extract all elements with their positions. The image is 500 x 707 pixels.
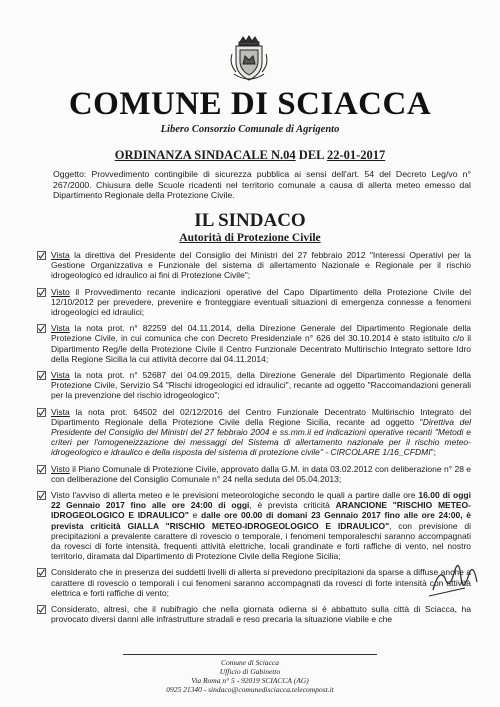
preamble-text: e — [188, 510, 202, 521]
coat-of-arms-icon — [226, 34, 272, 84]
handwritten-signature-icon — [425, 548, 485, 608]
preamble-text: Considerato che in presenza dei suddetti livelli di allerta si prevedono precipitazioni da sparse a diffuse anche a carattere di rovescio o temporali i cui fenomeni saranno accompagnati da rovesci di forte intensità con attività elettrica e forti raffiche di vento; — [51, 567, 471, 598]
checkbox-bullet-icon — [37, 464, 51, 474]
footer-department: Ufficio di Gabinetto — [219, 667, 281, 676]
preamble-italic-text: Direttiva del Presidente del Consiglio dei Ministri del 27 febbraio 2004 e ss.mm.ii ed indicazioni operative recanti "Metodi e criteri per l'omogeneizzazione dei messaggi del Sistema di allertamento nazionale per il rischio meteo-idrogeologico e idraulico e della risposta del sistema di protezione civile" - CIRCOLARE 1/16_CFDMI — [51, 416, 471, 458]
preamble-bold-text: ARANCIONE "RISCHIO METEO-IDROGEOLOGICO E IDRAULICO" — [51, 500, 472, 521]
checkbox-bullet-icon — [37, 407, 51, 417]
checkbox-bullet-icon — [37, 250, 51, 260]
footer-divider — [123, 654, 377, 655]
footer-contact: 0925 21340 - sindaco@comunedisciacca.telecompost.it — [166, 685, 334, 694]
preamble-item — [37, 250, 471, 281]
preamble-item — [37, 604, 471, 624]
preamble-text: la nota prot. n° 52687 del 04.09.2015, della Direzione Generale del Dipartimento Regionale della Protezione Civile, Servizio S4 "Rischi idrogeologici ed idraulici", recante ad oggetto "Raccomandazioni generali per la prevenzione del rischio idrogeologico"; — [51, 370, 471, 401]
preamble-list — [37, 250, 471, 631]
preamble-text: la direttiva del Presidente del Consiglio dei Ministri del 27 febbraio 2012 "Interessi Operativi per la Gestione Organizzativa e Funzionale del sistema di allertamento Nazionale e Regionale per il rischio idrogeologico ed idraulico ai fini di Protezione Civile"; — [51, 250, 471, 281]
mayor-title: IL SINDACO — [194, 210, 306, 231]
preamble-item — [37, 464, 471, 484]
preamble-item — [37, 490, 471, 561]
preamble-text: , è prevista criticità — [249, 500, 336, 511]
preamble-lead: Vista — [51, 323, 70, 334]
preamble-text: il Provvedimento recante indicazioni operative del Capo Dipartimento della Protezione Civile del 12/10/2012 per prevedere, prevenire e fronteggiare eventuali situazioni di emergenza connesse a fenomeni idrogeologici ed idraulici; — [51, 286, 471, 318]
preamble-text: la nota prot. 64502 del 02/12/2016 del Centro Funzionale Decentrato Multirischio Integrato del Dipartimento Regionale della Protezione Civile della Regione Sicilia, recante ad oggetto " — [51, 406, 471, 427]
municipality-title: COMUNE DI SCIACCA — [68, 86, 432, 122]
preamble-text: Considerato, altresì, che il nubifragio che nella giornata odierna si è abbattuto sulla città di Sciacca, ha provocato diversi danni alle infrastrutture stradali e reso precaria la situazione viabile e che — [51, 604, 471, 625]
ordinance-date: 22-01-2017 — [326, 148, 386, 162]
preamble-item — [37, 567, 471, 598]
preamble-lead: Vista — [51, 370, 70, 381]
preamble-lead: Vista — [51, 406, 70, 417]
preamble-lead: Vista — [51, 250, 70, 260]
municipality-subtitle: Libero Consorzio Comunale di Agrigento — [160, 124, 340, 135]
preamble-text: , con previsione di precipitazioni a prevalente carattere di rovescio o temporale, i fenomeni temporaleschi saranno accompagnati da rovesci di forte intensità, frequenti attività elettriche, locali grandinate e forti raffiche di vento, nel nostro territorio, diramata dal Dipartimento di Protezione Civile della Regione Sicilia; — [51, 520, 471, 562]
checkbox-bullet-icon — [37, 370, 51, 380]
checkbox-bullet-icon — [37, 287, 51, 297]
preamble-item — [37, 287, 471, 318]
subject-paragraph: Oggetto: Provvedimento contingibile di sicurezza pubblica ai sensi dell'art. 54 del Decreto Leg/vo n° 267/2000. Chiusura delle Scuole ricadenti nel territorio comunale a causa di allerta meteo emesso dal Dipartimento Regionale della Protezione Civile. — [53, 169, 471, 201]
mayor-authority: Autorità di Protezione Civile — [179, 232, 321, 244]
footer — [0, 658, 500, 694]
footer-office: Comune di Sciacca — [221, 658, 279, 667]
checkbox-bullet-icon — [37, 567, 51, 577]
preamble-item — [37, 323, 471, 364]
preamble-bold-text: dalle ore 00.00 di domani 23 Gennaio 2017 fino alle ore 24:00, è prevista criticità GIALLA "RISCHIO METEO-IDROGEOLOGICO E IDRAULICO" — [51, 510, 472, 531]
preamble-lead: Visto — [51, 463, 70, 474]
ordinance-number: 04 — [283, 148, 296, 162]
checkbox-bullet-icon — [37, 490, 51, 500]
preamble-text: il Piano Comunale di Protezione Civile, approvato dalla G.M. in data 03.02.2012 con deliberazione n° 28 e con deliberazione del Consiglio Comunale n° 24 nella seduta del 05.04.2013; — [51, 463, 472, 484]
ordinance-heading — [0, 148, 500, 163]
checkbox-bullet-icon — [37, 323, 51, 333]
preamble-item — [37, 370, 471, 401]
preamble-text-end: "; — [430, 447, 436, 458]
ordinance-prefix: ORDINANZA SINDACALE N. — [114, 148, 284, 162]
checkbox-bullet-icon — [37, 604, 51, 614]
preamble-item — [37, 407, 471, 458]
preamble-lead: Visto — [51, 286, 70, 297]
footer-address: Via Roma n° 5 - 92019 SCIACCA (AG) — [191, 676, 309, 685]
ordinance-mid: DEL — [295, 148, 327, 162]
preamble-text: la nota prot. n° 82259 del 04.11.2014, della Direzione Generale del Dipartimento Regionale della Protezione Civile, in cui comunica che con Decreto Presidenziale n° 626 del 30.10.2014 è stato istituito c/o il Dipartimento Reg/le della Protezione Civile il Centro Funzionale Decentrato Multirischio Integrato settore Idro della Regione Sicilia la cui attività decorre dal 04.11.2014; — [51, 323, 471, 364]
preamble-text: Visto l'avviso di allerta meteo e le previsioni meteorologiche secondo le quali a partire dalle ore — [51, 490, 419, 501]
preamble-bold-text: 16.00 di oggi 22 Gennaio 2017 fino alle ore 24:00 di oggi — [51, 490, 471, 511]
